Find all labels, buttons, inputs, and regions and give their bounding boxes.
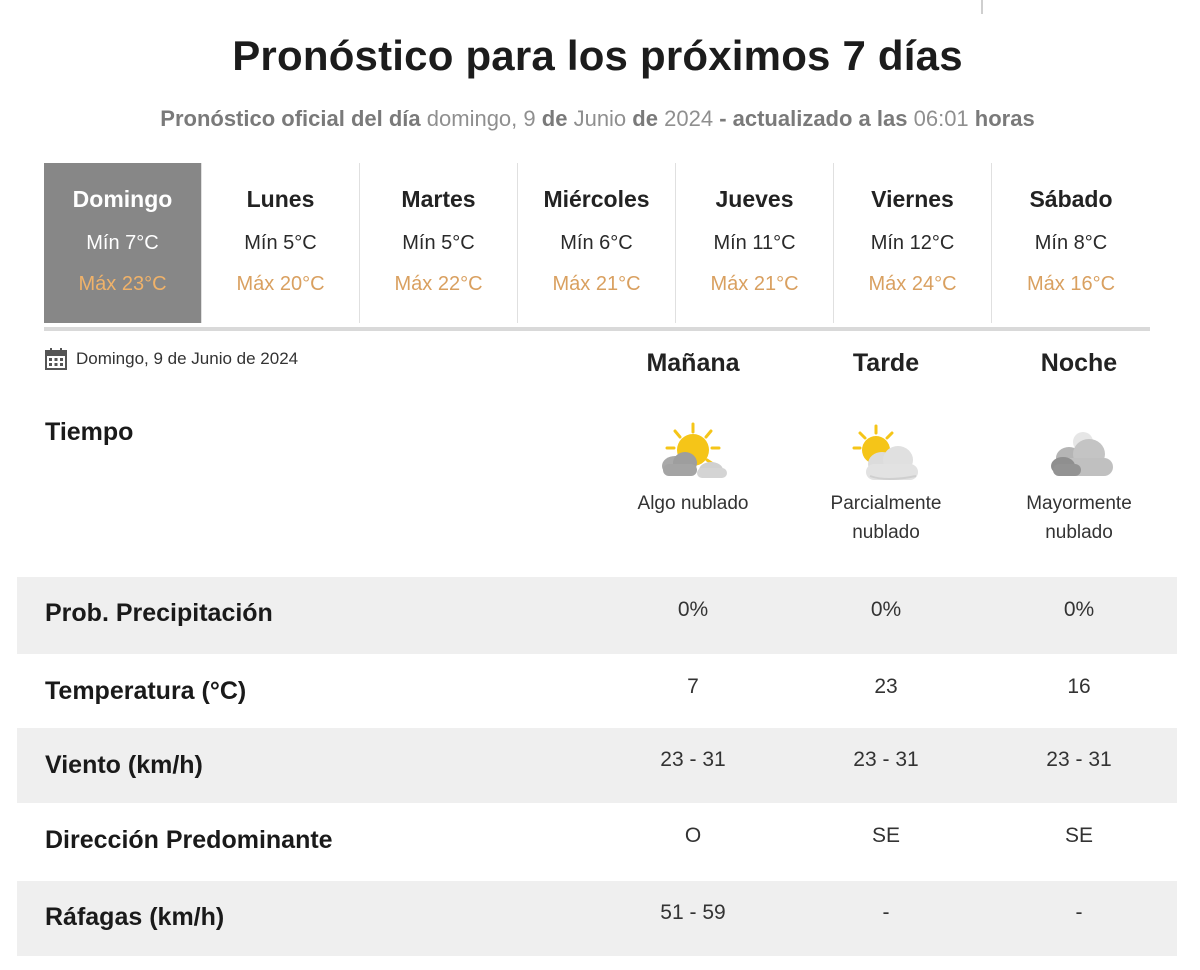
weather-desc-line1: Mayormente (1026, 493, 1132, 514)
weather-desc-line1: Parcialmente (830, 493, 942, 514)
row-label-gusts: Ráfagas (km/h) (45, 903, 225, 931)
subtitle-year: 2024 (664, 106, 714, 131)
wind-noche: 23 - 31 (1046, 748, 1112, 771)
day-min-temp: Mín 8°C (1034, 232, 1108, 254)
day-max-temp: Máx 24°C (868, 273, 957, 295)
precip-manana: 0% (677, 598, 709, 621)
temp-tarde: 23 (874, 675, 898, 698)
subtitle-hours: horas (974, 106, 1035, 131)
precip-tarde: 0% (870, 598, 902, 621)
row-label-precip: Prob. Precipitación (45, 599, 273, 627)
day-tab-domingo[interactable] (44, 163, 202, 323)
row-label-wind: Viento (km/h) (45, 751, 203, 779)
gusts-tarde: - (882, 901, 890, 924)
day-tab-jueves[interactable] (676, 163, 834, 323)
day-name: Domingo (72, 186, 173, 212)
day-min-temp: Mín 5°C (402, 232, 475, 254)
day-min-temp: Mín 5°C (244, 232, 317, 254)
day-name: Martes (401, 186, 476, 212)
weather-desc-line1: Algo nublado (637, 493, 749, 514)
period-tarde: Tarde (852, 349, 920, 377)
direction-noche: SE (1064, 824, 1093, 847)
page-title: Pronóstico para los próximos 7 días (232, 32, 963, 79)
partly-cloudy-icon (846, 420, 926, 486)
row-label-temperature: Temperatura (°C) (45, 677, 247, 705)
day-max-temp: Máx 23°C (78, 273, 167, 295)
day-name: Lunes (246, 186, 315, 212)
day-max-temp: Máx 22°C (394, 273, 483, 295)
day-tab-miercoles[interactable] (518, 163, 676, 323)
day-max-temp: Máx 21°C (710, 273, 799, 295)
weather-desc-line2: nublado (852, 522, 920, 543)
subtitle-de: de (632, 106, 658, 131)
subtitle-time: 06:01 (913, 106, 969, 131)
weather-noche (984, 418, 1174, 547)
day-min-temp: Mín 6°C (560, 232, 633, 254)
gusts-noche: - (1075, 901, 1083, 924)
selected-date (44, 347, 298, 371)
subtitle-weekday: domingo, 9 (426, 106, 536, 131)
day-name: Jueves (715, 186, 794, 212)
calendar-icon (44, 347, 68, 371)
day-name: Miércoles (543, 186, 650, 212)
day-tab-viernes[interactable] (834, 163, 992, 323)
day-name: Sábado (1029, 186, 1113, 212)
temp-noche: 16 (1067, 675, 1091, 698)
subtitle-month: Junio (573, 106, 627, 131)
row-label-direction: Dirección Predominante (45, 826, 333, 854)
sun-behind-small-cloud-icon (653, 420, 733, 486)
day-max-temp: Máx 20°C (236, 273, 325, 295)
day-min-temp: Mín 7°C (86, 232, 159, 254)
day-max-temp: Máx 21°C (552, 273, 641, 295)
day-name: Viernes (871, 186, 954, 212)
direction-tarde: SE (871, 824, 900, 847)
weather-desc-line2: nublado (1045, 522, 1113, 543)
subtitle-de: de (541, 106, 568, 131)
forecast-subtitle (0, 106, 1195, 132)
day-min-temp: Mín 12°C (870, 232, 955, 254)
weather-tarde (791, 418, 981, 547)
day-tab-sabado[interactable] (992, 163, 1150, 323)
day-min-temp: Mín 11°C (713, 232, 796, 254)
wind-manana: 23 - 31 (660, 748, 726, 771)
day-tabs (44, 163, 1150, 331)
period-manana: Mañana (646, 349, 740, 377)
weather-manana (598, 418, 788, 518)
top-divider (981, 0, 983, 14)
subtitle-prefix: Pronóstico oficial del día (160, 106, 421, 131)
gusts-manana: 51 - 59 (660, 901, 726, 924)
period-noche: Noche (1040, 349, 1118, 377)
subtitle-updated-label: - actualizado a las (719, 106, 908, 131)
selected-date-text: Domingo, 9 de Junio de 2024 (76, 349, 299, 368)
weather-label: Tiempo (45, 418, 134, 446)
mostly-cloudy-icon (1039, 420, 1119, 486)
temp-manana: 7 (687, 675, 699, 698)
precip-noche: 0% (1063, 598, 1095, 621)
wind-tarde: 23 - 31 (853, 748, 919, 771)
day-tab-martes[interactable] (360, 163, 518, 323)
day-tab-lunes[interactable] (202, 163, 360, 323)
direction-manana: O (684, 824, 702, 847)
day-max-temp: Máx 16°C (1026, 273, 1116, 295)
